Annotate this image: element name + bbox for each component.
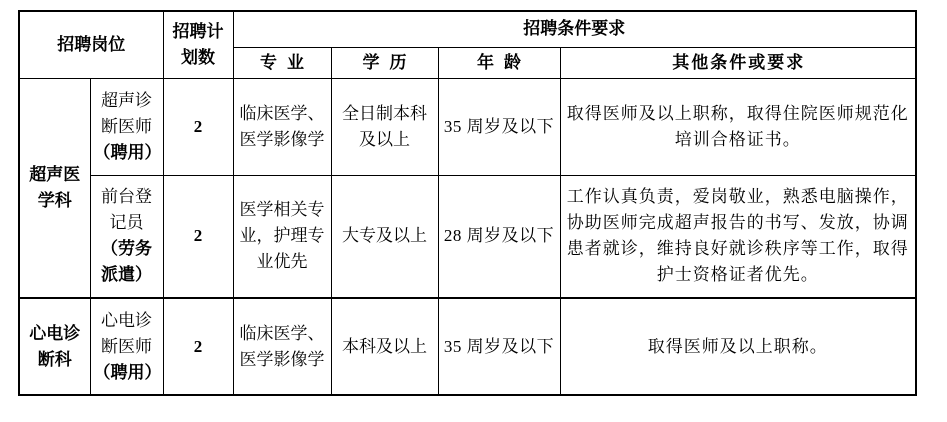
row3-education-cell: 本科及以上 <box>331 298 438 395</box>
row3-count-cell: 2 <box>163 298 233 395</box>
row3-age-cell: 35 周岁及以下 <box>438 298 560 395</box>
row2-education-cell: 大专及以上 <box>331 175 438 298</box>
row1-count-cell: 2 <box>163 78 233 175</box>
header-plan-count: 招聘计划数 <box>163 11 233 78</box>
row3-major-cell: 临床医学、医学影像学 <box>233 298 331 395</box>
header-age <box>438 47 560 78</box>
row1-other-cell: 取得医师及以上职称，取得住院医师规范化培训合格证书。 <box>560 78 916 175</box>
header-education <box>331 47 438 78</box>
header-age-label: 年龄 <box>477 52 531 72</box>
header-row-1 <box>19 11 916 47</box>
row2-count-cell: 2 <box>163 175 233 298</box>
department-ecg-cell: 心电诊断科 <box>19 298 90 395</box>
row-front-desk-clerk <box>19 175 916 298</box>
row2-position-cell <box>90 175 163 298</box>
row1-major-cell: 临床医学、医学影像学 <box>233 78 331 175</box>
header-other-label: 其他条件或要求 <box>672 52 806 72</box>
row-ultrasound-doctor <box>19 78 916 175</box>
header-education-label: 学历 <box>362 52 417 72</box>
row2-position-name: 前台登记员 <box>101 187 152 233</box>
row-ecg-doctor <box>19 298 916 395</box>
header-requirements-group: 招聘条件要求 <box>233 11 916 47</box>
row2-position-suffix: （劳务派遣） <box>101 239 152 285</box>
department-ultrasound-cell: 超声医学科 <box>19 78 90 298</box>
row3-position-cell <box>90 298 163 395</box>
row3-position-suffix: （聘用） <box>93 362 162 382</box>
row3-other-cell: 取得医师及以上职称。 <box>560 298 916 395</box>
header-major <box>233 47 331 78</box>
row1-education-cell: 全日制本科及以上 <box>331 78 438 175</box>
header-other <box>560 47 916 78</box>
header-position-group: 招聘岗位 <box>19 11 163 78</box>
row2-age-cell: 28 周岁及以下 <box>438 175 560 298</box>
row2-other-cell: 工作认真负责，爱岗敬业，熟悉电脑操作，协助医师完成超声报告的书写、发放，协调患者就诊，维持良好就诊秩序等工作，取得护士资格证者优先。 <box>560 175 916 298</box>
row1-age-cell: 35 周岁及以下 <box>438 78 560 175</box>
row3-position-name: 心电诊断医师 <box>101 310 152 356</box>
row2-major-cell: 医学相关专业，护理专业优先 <box>233 175 331 298</box>
row1-position-name: 超声诊断医师 <box>101 90 152 136</box>
header-major-label: 专业 <box>260 52 314 72</box>
row1-position-suffix: （聘用） <box>93 142 162 162</box>
recruitment-table <box>18 10 917 396</box>
row1-position-cell <box>90 78 163 175</box>
